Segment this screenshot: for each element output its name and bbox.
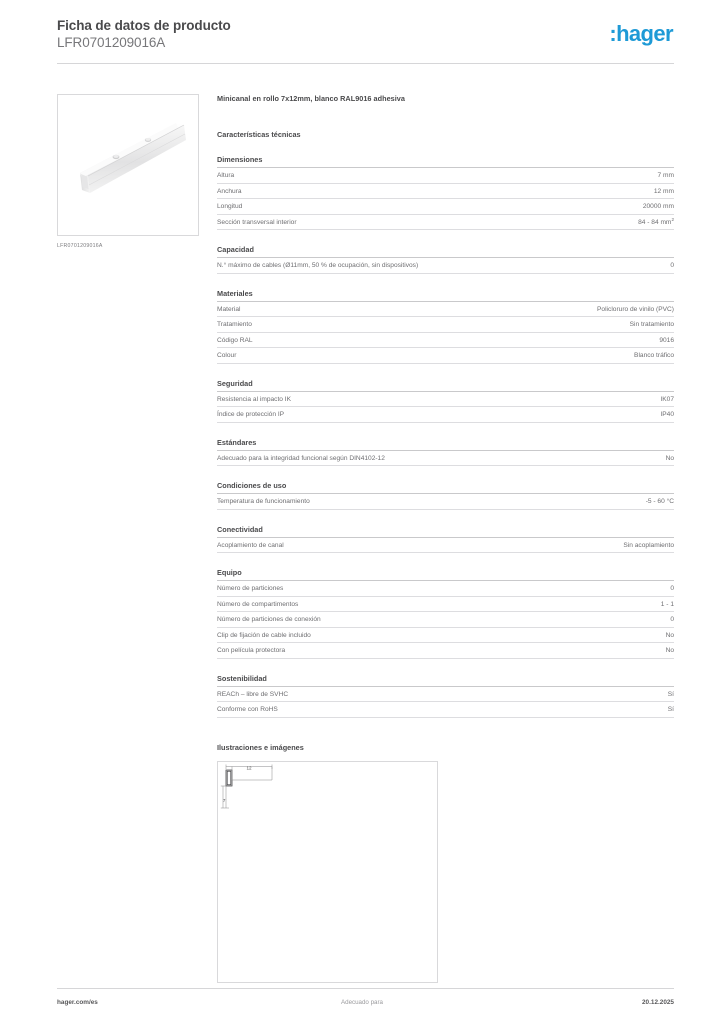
spec-label: Clip de fijación de cable incluido [217, 627, 509, 643]
spec-table [217, 687, 674, 718]
spec-section-title: Sostenibilidad [217, 673, 674, 687]
spec-value: Sí [509, 687, 674, 702]
spec-label: N.° máximo de cables (Ø11mm, 50 % de ocupación, sin dispositivos) [217, 258, 509, 273]
spec-label: Número de particiones [217, 581, 509, 596]
spec-section [217, 288, 674, 364]
spec-table [217, 168, 674, 230]
product-photo [57, 94, 199, 236]
spec-value: 0 [509, 612, 674, 628]
spec-table [217, 494, 674, 510]
spec-label: Número de particiones de conexión [217, 612, 509, 628]
table-row [217, 612, 674, 628]
table-row [217, 643, 674, 659]
spec-label: Número de compartimentos [217, 596, 509, 612]
spec-section [217, 673, 674, 718]
spec-section [217, 480, 674, 510]
spec-label: Adecuado para la integridad funcional según DIN4102-12 [217, 451, 509, 466]
table-row [217, 596, 674, 612]
spec-label: Conforme con RoHS [217, 702, 509, 718]
page-footer [57, 998, 674, 1012]
spec-value: -5 - 60 °C [509, 494, 674, 509]
hager-logo: :hager [609, 21, 673, 46]
footer-note: Adecuado para [341, 999, 383, 1006]
spec-label: Resistencia al impacto IK [217, 392, 509, 407]
table-row [217, 407, 674, 423]
illustration-box [217, 761, 438, 983]
page-title: Ficha de datos de producto [57, 18, 231, 33]
spec-section [217, 244, 674, 274]
table-row [217, 494, 674, 509]
product-name: Minicanal en rollo 7x12mm, blanco RAL9016 adhesiva [217, 94, 405, 103]
table-row [217, 183, 674, 199]
spec-value: 0 [509, 258, 674, 273]
table-row [217, 392, 674, 407]
spec-value: No [509, 643, 674, 659]
table-row [217, 581, 674, 596]
spec-value: Sin acoplamiento [509, 538, 674, 553]
table-row [217, 302, 674, 317]
page-header [57, 18, 673, 60]
spec-table [217, 392, 674, 423]
spec-section-title: Materiales [217, 288, 674, 302]
spec-section-title: Seguridad [217, 378, 674, 392]
spec-value: Sin tratamiento [509, 317, 674, 333]
spec-label: Anchura [217, 183, 509, 199]
spec-label: Índice de protección IP [217, 407, 509, 423]
spec-value: Policloruro de vinilo (PVC) [509, 302, 674, 317]
spec-table [217, 581, 674, 659]
illustrations-heading: Ilustraciones e imágenes [217, 742, 304, 752]
table-row [217, 317, 674, 333]
spec-section-title: Estándares [217, 437, 674, 451]
spec-value: Blanco tráfico [509, 348, 674, 364]
spec-section-title: Capacidad [217, 244, 674, 258]
table-row [217, 332, 674, 348]
spec-section-title: Dimensiones [217, 154, 674, 168]
table-row [217, 687, 674, 702]
spec-value: IP40 [509, 407, 674, 423]
spec-label: Acoplamiento de canal [217, 538, 509, 553]
table-row [217, 348, 674, 364]
spec-value: IK07 [509, 392, 674, 407]
spec-section-title: Conectividad [217, 524, 674, 538]
header-divider [57, 63, 674, 64]
table-row [217, 627, 674, 643]
spec-value-text: 84 - 84 mm [638, 218, 672, 226]
spec-section [217, 567, 674, 659]
spec-value: 7 mm [509, 168, 674, 183]
spec-section [217, 437, 674, 467]
spec-label: Material [217, 302, 509, 317]
spec-value: 12 mm [509, 183, 674, 199]
spec-label: Tratamiento [217, 317, 509, 333]
footer-date: 20.12.2025 [642, 999, 674, 1006]
spec-label: Longitud [217, 199, 509, 215]
spec-table [217, 258, 674, 274]
spec-label: Sección transversal interior [217, 214, 509, 230]
spec-value: No [509, 451, 674, 466]
spec-label: Código RAL [217, 332, 509, 348]
spec-label: REACh – libre de SVHC [217, 687, 509, 702]
spec-section [217, 154, 674, 230]
spec-section [217, 378, 674, 423]
spec-value-superscript: 2 [671, 216, 674, 222]
spec-value: Sí [509, 702, 674, 718]
footer-divider [57, 988, 674, 989]
table-row [217, 538, 674, 553]
drawing-width-label: 12 [246, 764, 252, 770]
spec-value: 20000 mm [509, 199, 674, 215]
table-row [217, 214, 674, 230]
spec-label: Con película protectora [217, 643, 509, 659]
table-row [217, 451, 674, 466]
spec-value: No [509, 627, 674, 643]
spec-value: 0 [509, 581, 674, 596]
spec-value: 9016 [509, 332, 674, 348]
table-row [217, 258, 674, 273]
table-row [217, 199, 674, 215]
technical-characteristics-heading: Características técnicas [217, 130, 301, 139]
technical-drawing [220, 764, 340, 844]
spec-label: Temperatura de funcionamiento [217, 494, 509, 509]
product-photo-graphic [58, 95, 198, 235]
spec-table [217, 451, 674, 467]
product-photo-caption: LFR0701209016A [57, 243, 103, 249]
footer-website[interactable]: hager.com/es [57, 999, 98, 1006]
spec-section-title: Condiciones de uso [217, 480, 674, 494]
spec-table [217, 302, 674, 364]
spec-sections [217, 154, 674, 718]
table-row [217, 702, 674, 718]
spec-value [509, 214, 674, 230]
main-content [217, 94, 674, 983]
spec-table [217, 538, 674, 554]
spec-label: Colour [217, 348, 509, 364]
spec-label: Altura [217, 168, 509, 183]
product-figure [57, 94, 201, 250]
spec-section-title: Equipo [217, 567, 674, 581]
table-row [217, 168, 674, 183]
spec-value: 1 - 1 [509, 596, 674, 612]
product-reference: LFR0701209016A [57, 35, 166, 50]
drawing-height-label: 7 [222, 797, 226, 803]
spec-section [217, 524, 674, 554]
